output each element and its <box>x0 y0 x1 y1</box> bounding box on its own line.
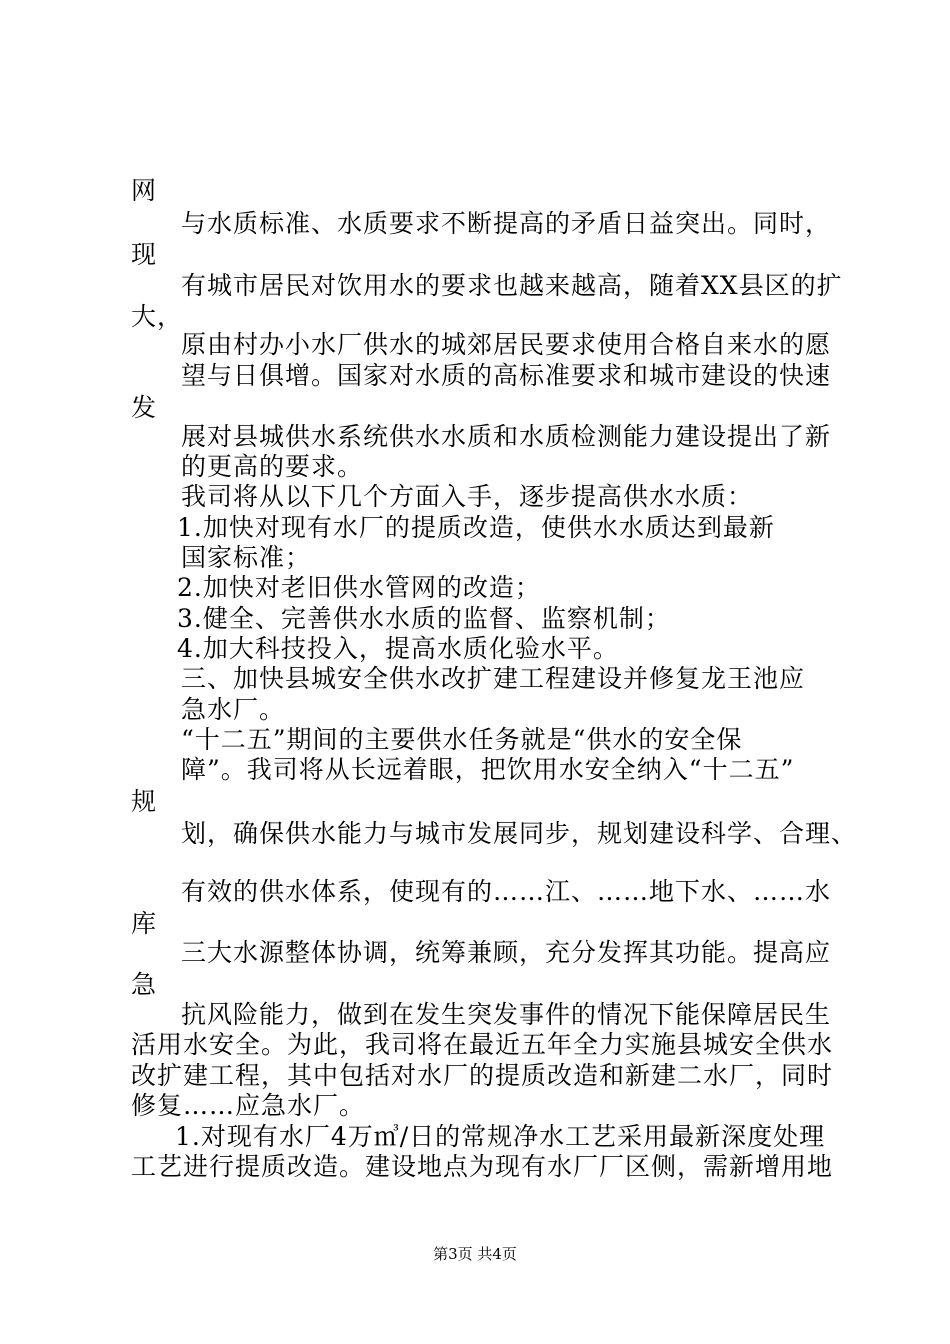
text-line: 的更高的要求。 <box>181 452 364 481</box>
text-line: 划，确保供水能力与城市发展同步，规划建设科学、合理、 <box>181 819 858 848</box>
text-line: 活用水安全。为此，我司将在最近五年全力实施县城安全供水 <box>131 1030 834 1059</box>
text-line: 规 <box>131 787 158 816</box>
text-line: 库 <box>131 909 158 938</box>
text-line: 网 <box>131 176 158 205</box>
text-line: 我司将从以下几个方面入手，逐步提高供水水质： <box>181 482 754 511</box>
text-line: 3.健全、完善供水水质的监督、监察机制； <box>177 604 671 633</box>
text-line: “十二五”期间的主要供水任务就是“供水的安全保 <box>181 725 743 754</box>
text-line: 展对县城供水系统供水水质和水质检测能力建设提出了新 <box>181 422 832 451</box>
text-line: 有效的供水体系，使现有的……江、……地下水、……水 <box>181 877 832 906</box>
text-line: 急水厂。 <box>181 695 286 724</box>
text-line: 原由村办小水厂供水的城郊居民要求使用合格自来水的愿 <box>181 330 832 359</box>
text-line: 4.加大科技投入，提高水质化验水平。 <box>177 634 619 663</box>
text-line: 发 <box>131 393 158 422</box>
text-line: 现 <box>131 240 158 269</box>
text-line: 急 <box>131 970 158 999</box>
text-line: 2.加快对老旧供水管网的改造； <box>177 573 541 602</box>
text-line: 国家标准； <box>181 543 312 572</box>
text-line: 1.加快对现有水厂的提质改造，使供水水质达到最新 <box>177 513 775 542</box>
text-line: 改扩建工程，其中包括对水厂的提质改造和新建二水厂，同时 <box>131 1061 834 1090</box>
page-number-footer: 第3页 共4页 <box>433 1245 517 1263</box>
text-line: 望与日俱增。国家对水质的高标准要求和城市建设的快速 <box>181 361 832 390</box>
text-line: 抗风险能力，做到在发生突发事件的情况下能保障居民生 <box>181 1000 832 1029</box>
text-line: 与水质标准、水质要求不断提高的矛盾日益突出。同时， <box>181 209 832 238</box>
text-line: 工艺进行提质改造。建设地点为现有水厂厂区侧，需新增用地 <box>131 1152 834 1181</box>
text-line: 大， <box>131 302 184 331</box>
text-line: 有城市居民对饮用水的要求也越来越高，随着XX县区的扩 <box>181 271 843 300</box>
text-line: 修复……应急水厂。 <box>131 1091 366 1120</box>
text-line: 1.对现有水厂4万㎥/日的常规净水工艺采用最新深度处理 <box>175 1122 826 1151</box>
text-line: 障”。我司将从长远着眼，把饮用水安全纳入“十二五” <box>181 755 795 784</box>
text-line: 三大水源整体协调，统筹兼顾，充分发挥其功能。提高应 <box>181 938 832 967</box>
text-line: 三、加快县城安全供水改扩建工程建设并修复龙王池应 <box>181 664 806 693</box>
